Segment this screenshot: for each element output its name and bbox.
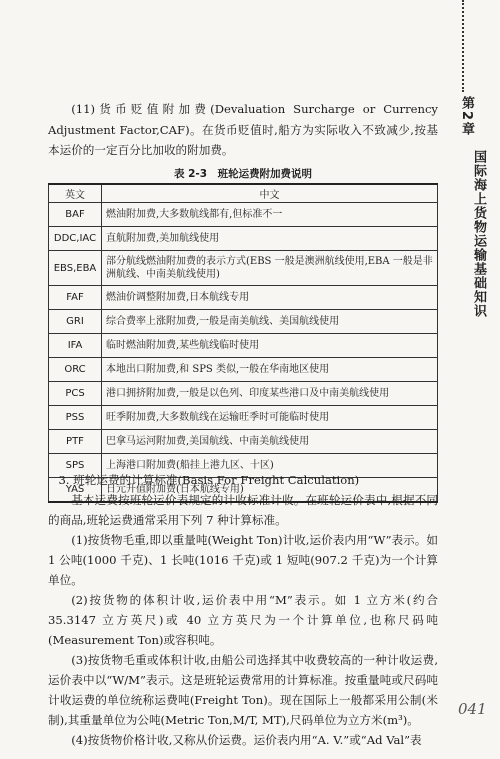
row-code: YAS <box>49 478 102 503</box>
table-row <box>49 227 438 251</box>
row-desc: 燃油附加费,大多数航线都有,但标准不一 <box>102 203 438 227</box>
row-code: DDC,IAC <box>49 227 102 251</box>
table-row <box>49 406 438 430</box>
table-row <box>49 286 438 310</box>
paragraph: (3)按货物毛重或体积计收,由船公司选择其中收费较高的一种计收运费,运价表中以“W/M”表示。这是班轮运费常用的计算标准。按重量吨或尺码吨计收运费的单位统称运费吨(Freight Ton)。现在国际上一般都采用公制(米制),其重量单位为公吨(Metric Ton,M/T, MT),尺码单位为立方米(m³)。 <box>48 653 438 727</box>
row-desc: 上海港口附加费(船挂上港九区、十区) <box>102 454 438 478</box>
row-code: PCS <box>49 382 102 406</box>
table-row <box>49 251 438 286</box>
row-desc: 旺季附加费,大多数航线在运输旺季时可能临时使用 <box>102 406 438 430</box>
row-desc: 日元升值附加费(日本航线专用) <box>102 478 438 503</box>
table-row <box>49 334 438 358</box>
surcharge-table <box>48 183 438 503</box>
header-english: 英文 <box>49 184 102 203</box>
row-code: EBS,EBA <box>49 251 102 286</box>
row-desc: 本地出口附加费,和 SPS 类似,一般在华南地区使用 <box>102 358 438 382</box>
row-code: FAF <box>49 286 102 310</box>
row-desc: 部分航线燃油附加费的表示方式(EBS 一般是澳洲航线使用,EBA 一般是非洲航线、中南美航线使用) <box>102 251 438 286</box>
table-header-row <box>49 184 438 203</box>
chapter-tab: 第2章 <box>459 96 474 138</box>
paragraph: (4)按货物价格计收,又称从价运费。运价表内用“A. V.”或“Ad Val”表 <box>71 733 422 747</box>
row-code: SPS <box>49 454 102 478</box>
paragraph: 基本运费按班轮运价表规定的计收标准计收。在班轮运价表中,根据不同的商品,班轮运费通常采用下列 7 种计算标准。 <box>48 493 438 527</box>
page-number: 041 <box>458 700 487 718</box>
row-code: BAF <box>49 203 102 227</box>
chapter-title: 国际海上货物运输基础知识 <box>471 150 486 318</box>
section-freight-basis <box>48 470 438 750</box>
row-desc: 燃油价调整附加费,日本航线专用 <box>102 286 438 310</box>
table-caption: 表 2-3 班轮运费附加费说明 <box>173 168 313 180</box>
section-heading: 3. 班轮运费的计算标准(Basis For Freight Calculation) <box>58 473 360 487</box>
row-desc: 临时燃油附加费,某些航线临时使用 <box>102 334 438 358</box>
paragraph: (2)按货物的体积计收,运价表中用“M”表示。如 1 立方米(约合 35.3147 立方英尺)或 40 立方英尺为一个计算单位,也称尺码吨(Measurement Ton)或容积吨。 <box>48 593 438 647</box>
row-code: IFA <box>49 334 102 358</box>
row-desc: 巴拿马运河附加费,美国航线、中南美航线使用 <box>102 430 438 454</box>
table-row <box>49 358 438 382</box>
table-row <box>49 430 438 454</box>
table-row <box>49 203 438 227</box>
table-row <box>49 310 438 334</box>
row-desc: 港口拥挤附加费,一般是以色列、印度某些港口及中南美航线使用 <box>102 382 438 406</box>
row-code: PTF <box>49 430 102 454</box>
row-code: ORC <box>49 358 102 382</box>
table-row <box>49 382 438 406</box>
paragraph-caf: (11)货币贬值附加费(Devaluation Surcharge or Currency Adjustment Factor,CAF)。在货币贬值时,船方为实际收入不致减少,按基本运价的一定百分比加收的附加费。 <box>48 102 438 157</box>
row-code: GRI <box>49 310 102 334</box>
margin-dotted-rule <box>462 0 464 92</box>
paragraph: (1)按货物毛重,即以重量吨(Weight Ton)计收,运价表内用“W”表示。如 1 公吨(1000 千克)、1 长吨(1016 千克)或 1 短吨(907.2 千克)为一个计算单位。 <box>48 533 438 587</box>
row-desc: 直航附加费,美加航线使用 <box>102 227 438 251</box>
row-code: PSS <box>49 406 102 430</box>
row-desc: 综合费率上涨附加费,一般是南美航线、美国航线使用 <box>102 310 438 334</box>
header-chinese: 中文 <box>102 184 438 203</box>
